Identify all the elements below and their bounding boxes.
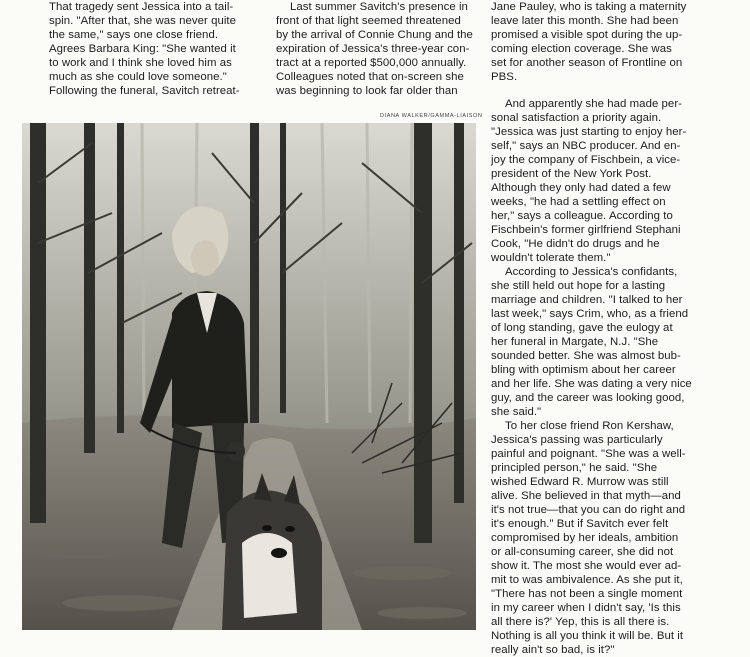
text-line: all there is?' Yep, this is all there is.	[491, 616, 670, 628]
text-line: last week," says Crim, who, as a friend	[491, 308, 689, 320]
text-line: wouldn't tolerate them."	[491, 252, 611, 264]
photo-credit: DIANA WALKER/GAMMA-LIAISON	[380, 113, 483, 119]
text-line: she still held out hope for a lasting	[491, 280, 666, 292]
text-line: marriage and children. "I talked to her	[491, 294, 683, 306]
text-line: joy the company of Fischbein, a vice-	[491, 154, 681, 166]
text-line: expiration of Jessica's three-year con-	[276, 43, 470, 55]
text-line: was beginning to look far older than	[276, 85, 458, 97]
text-line: alive. She believed in that myth—and	[491, 490, 681, 502]
text-line: promised a visible spot during the up-	[491, 29, 683, 41]
text-line: self," says an NBC producer. And en-	[491, 140, 681, 152]
text-line: Fischbein's former girlfriend Stephani	[491, 224, 681, 236]
text-line: PBS.	[491, 71, 518, 83]
text-line: leave later this month. She had been	[491, 15, 679, 27]
text-line: it's not true—that you can do right and	[491, 504, 686, 516]
text-line: "Jessica was just starting to enjoy her-	[491, 126, 687, 138]
paragraph-right-2	[491, 97, 703, 265]
text-line: or all-consuming career, she did not	[491, 546, 674, 558]
text-line: Jessica's passing was particularly	[491, 434, 663, 446]
text-line: To her close friend Ron Kershaw,	[505, 420, 674, 432]
text-line: to work and I think she loved him as	[49, 57, 232, 69]
text-line: Last summer Savitch's presence in	[290, 1, 468, 13]
text-line: Nothing is all you think it will be. But it	[491, 630, 684, 642]
text-line: coming election coverage. She was	[491, 43, 672, 55]
paragraph-left	[35, 0, 247, 98]
text-line: guy, and the career was looking good,	[491, 392, 685, 404]
text-line: And apparently she had made per-	[505, 98, 683, 110]
text-line: That tragedy sent Jessica into a tail-	[49, 1, 234, 13]
text-line: her," says a colleague. According to	[491, 210, 673, 222]
text-line: Following the funeral, Savitch retreat-	[49, 85, 240, 97]
text-line: it's enough." But if Savitch ever felt	[491, 518, 669, 530]
paragraph-right-4	[491, 419, 703, 657]
text-line: compromised by her ideals, ambition	[491, 532, 679, 544]
text-line: mit to was ambivalence. As she put it,	[491, 574, 683, 586]
text-line: sonal satisfaction a priority again.	[491, 112, 662, 124]
article-column-right	[491, 0, 703, 657]
text-line: her funeral in Margate, N.J. "She	[491, 336, 659, 348]
paragraph-right-3	[491, 265, 703, 419]
text-line: set for another season of Frontline on	[491, 57, 683, 69]
text-line: tract at a reported $500,000 annually.	[276, 57, 467, 69]
text-line: sounded better. She was almost bub-	[491, 350, 681, 362]
text-line: in my career when I didn't say, 'Is this	[491, 602, 681, 614]
text-line: wished Edward R. Murrow was still	[491, 476, 669, 488]
text-line: by the arrival of Connie Chung and the	[276, 29, 473, 41]
text-line: and her life. She was dating a very nice	[491, 378, 692, 390]
text-line: front of that light seemed threatened	[276, 15, 461, 27]
article-photo	[22, 123, 476, 630]
text-line: she said."	[491, 406, 542, 418]
article-column-left	[35, 0, 247, 98]
text-line: spin. "After that, she was never quite	[49, 15, 237, 27]
forest-jogger-photo	[22, 123, 476, 630]
text-line: show it. The most she would ever ad-	[491, 560, 682, 572]
paragraph-middle	[262, 0, 472, 98]
text-line: Colleagues noted that on-screen she	[276, 71, 464, 83]
text-line: Cook, "He didn't do drugs and he	[491, 238, 660, 250]
text-line: president of the New York Post.	[491, 168, 652, 180]
paragraph-right-1	[491, 0, 703, 84]
text-line: principled person," he said. "She	[491, 462, 658, 474]
text-line: much as she could love someone."	[49, 71, 227, 83]
text-line: Agrees Barbara King: "She wanted it	[49, 43, 236, 55]
article-column-middle	[262, 0, 472, 98]
text-line: of long standing, gave the eulogy at	[491, 322, 673, 334]
text-line: Although they only had dated a few	[491, 182, 671, 194]
text-line: According to Jessica's confidants,	[505, 266, 678, 278]
text-line: painful and poignant. "She was a well-	[491, 448, 686, 460]
text-line: Jane Pauley, who is taking a maternity	[491, 1, 687, 13]
text-line: bling with optimism about her career	[491, 364, 676, 376]
text-line: the same," says one close friend.	[49, 29, 219, 41]
text-line: weeks, "he had a settling effect on	[491, 196, 666, 208]
text-line: really ain't so bad, is it?"	[491, 644, 615, 656]
text-line: "There has not been a single moment	[491, 588, 683, 600]
